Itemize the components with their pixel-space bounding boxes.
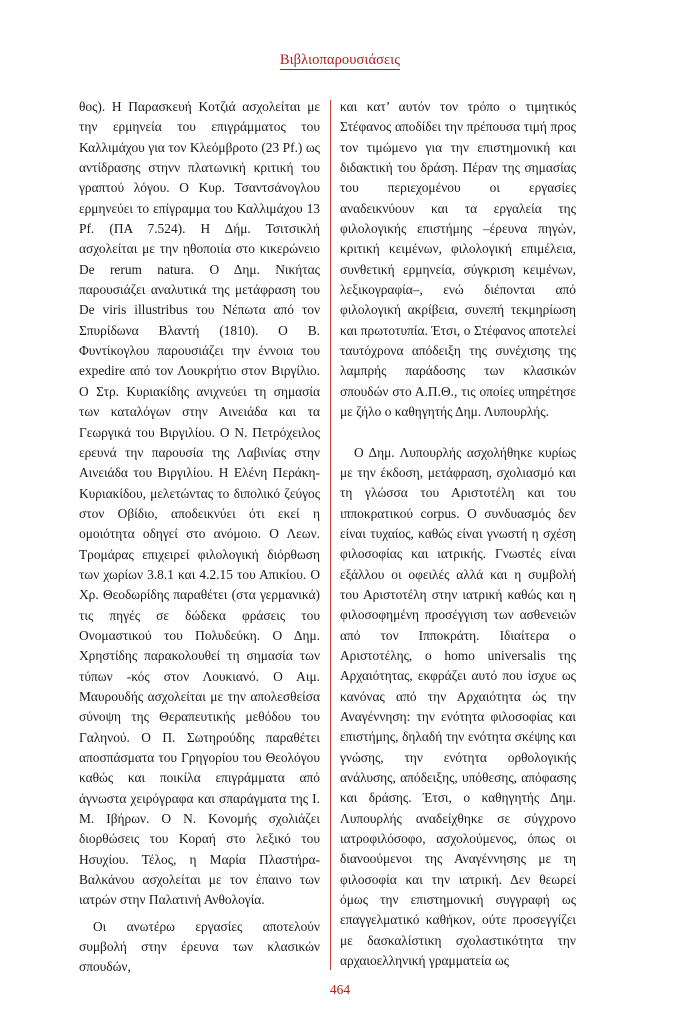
running-header-title: Βιβλιοπαρουσιάσεις xyxy=(279,52,401,68)
running-header xyxy=(0,52,680,69)
left-paragraph-2: Οι ανωτέρω εργασίες αποτελούν συμβολή στην έρευνα των κλασικών σπουδών, xyxy=(79,918,320,975)
paragraph-gap xyxy=(340,423,576,443)
left-paragraph-1: θος). Η Παρασκευή Κοτζιά ασχολείται με την ερμηνεία του επιγράμματος του Καλλιμάχου για τον Κλεόμβροτο (23 Pf.) ως αντίδρασης στηνν πλατωνική κριτική του γραπτού λόγου. Ο Κυρ. Τσαντσάνογλου ερμηνεύει το επίγραμμα του Καλλιμάχου 13 Pf. (ΠΑ 7.524). Η Δήμ. Τσιτσικλή ασχολείται με την ηθοποιία στο κικερώνειο De rerum natura. Ο Δημ. Νικήτας παρουσιάζει αναλυτικά της μετάφραση του De viris illustribus του Νέπωτα από τον Σπυρίδωνα Βλαντή (1810). Ο Β. Φυντίκογλου παρουσιάζει την έννοια του expedire από τον Λουκρήτιο στον Βιργίλιο. Ο Στρ. Κυριακίδης ανιχνεύει τη σημασία των καταλόγων στην Αινειάδα και τα Γεωργικά του Βιργιλίου. Ο Ν. Πετρόχειλος ερευνά την παρουσία της Λαβινίας στην Αινειάδα του Βιργιλίου. Η Ελένη Περάκη-Κυριακίδου, μελετώντας το διπολικό ζεύγος στον Οβίδιο, αποδεικνύει ότι εκεί η ομοιότητα οδηγεί στο ανόμοιο. Ο Λεων. Τρομάρας επιχειρεί φιλολογική διόρθωση των χωρίων 3.8.1 και 4.2.15 του Απικίου. Ο Χρ. Θεοδωρίδης παραθέτει (στα γερμανικά) τις πηγές σε δώδεκα φράσεις του Ονομαστικού του Πολυδεύκη. Ο Δημ. Χρηστίδης παρακολουθεί τη σημασία των τύπων -κός στον Λουκιανό. Ο Αιμ. Μαυρουδής ασχολείται με την απολεσθείσα σύνοψη της Θεραπευτικής μεθόδου του Γαληνού. Ο Π. Σωτηρούδης παραθέτει αποσπάσματα του Γρηγορίου του Θεολόγου καθώς και ποικίλα επιγράμματα από άγνωστα χειρόγραφα και σπαράγματα της Ι. Μ. Ιβήρων. Ο Ν. Κονομής σχολιάζει διορθώσεις του Κοραή στο λεξικό του Ησυχίου. Τέλος, η Μαρία Πλαστήρα-Βαλκάνου ασχολείται με τον έπαινο των ιατρών στην Παλατινή Ανθολογία. xyxy=(79,99,320,908)
right-column xyxy=(340,97,576,971)
right-paragraph-1: και κατ’ αυτόν τον τρόπο ο τιμητικός Στέφανος αποδίδει την πρέπουσα τιμή προς τον τιμώμενο για την επιστημονική και διδακτική του δράση. Πέραν της σημασίας του περιεχομένου οι εργασίες αναδεικνύουν και τα εργαλεία της φιλολογικής επιστήμης –έρευνα πηγών, κριτική κειμένων, φιλολογική επιμέλεια, συνθετική ερμηνεία, σύγκριση κειμένων, λεξικογραφία–, ενώ διέπονται από φιλολογική ακρίβεια, συνεπή τεκμηρίωση και πρωτοτυπία. Έτσι, ο Στέφανος αποτελεί ταυτόχρονα απόδειξη της συνέχισης της λαμπρής παράδοσης των κλασικών σπουδών στο Α.Π.Θ., τις οποίες υπηρέτησε με ζήλο ο καθηγητής Δημ. Λυπουρλής. xyxy=(340,99,576,420)
column-divider xyxy=(330,100,331,970)
left-column xyxy=(79,97,320,978)
right-paragraph-2: Ο Δημ. Λυπουρλής ασχολήθηκε κυρίως με την έκδοση, μετάφραση, σχολιασμό και τη γλώσσα του Αριστοτέλη και του ιπποκρατικού corpus. Ο συνδυασμός δεν είναι τυχαίος, καθώς είναι γνωστή η σχέση φιλοσοφίας και ιατρικής. Γνωστές είναι εξάλλου οι οφειλές αλλά και η συμβολή του Αριστοτέλη στην ιατρική καθώς και η φιλοσοφημένη προσέγγιση των ασθενειών από τον Ιπποκράτη. Ιδιαίτερα ο Αριστοτέλης, ο homo universalis της Αρχαιότητας, εκφράζει αυτό που ίσχυε ως κανόνας από την Αρχαιότητα ώς την Αναγέννηση: την ενότητα φιλοσοφίας και επιστήμης, δηλαδή την ενότητα σκέψης και γνώσης, την ενότητα ορθολογικής ανάλυσης, απόδειξης, υπόθεσης, απόφασης και δράσης. Έτσι, ο καθηγητής Δημ. Λυπουρλής αναδείχθηκε σε σύγχρονο ιατροφιλόσοφο, ασχολούμενος, όπως οι διανοούμενοι της Αναγέννησης με τη φιλοσοφία και την ιατρική. Δεν θεωρεί όμως την επιστημονική συγγραφή ως επαγγελματικό καθήκον, ούτε προσεγγίζει με δασκαλίστικη σχολαστικότητα την αρχαιοελληνική γραμματεία ως xyxy=(340,444,576,969)
page-number: 464 xyxy=(329,982,351,997)
